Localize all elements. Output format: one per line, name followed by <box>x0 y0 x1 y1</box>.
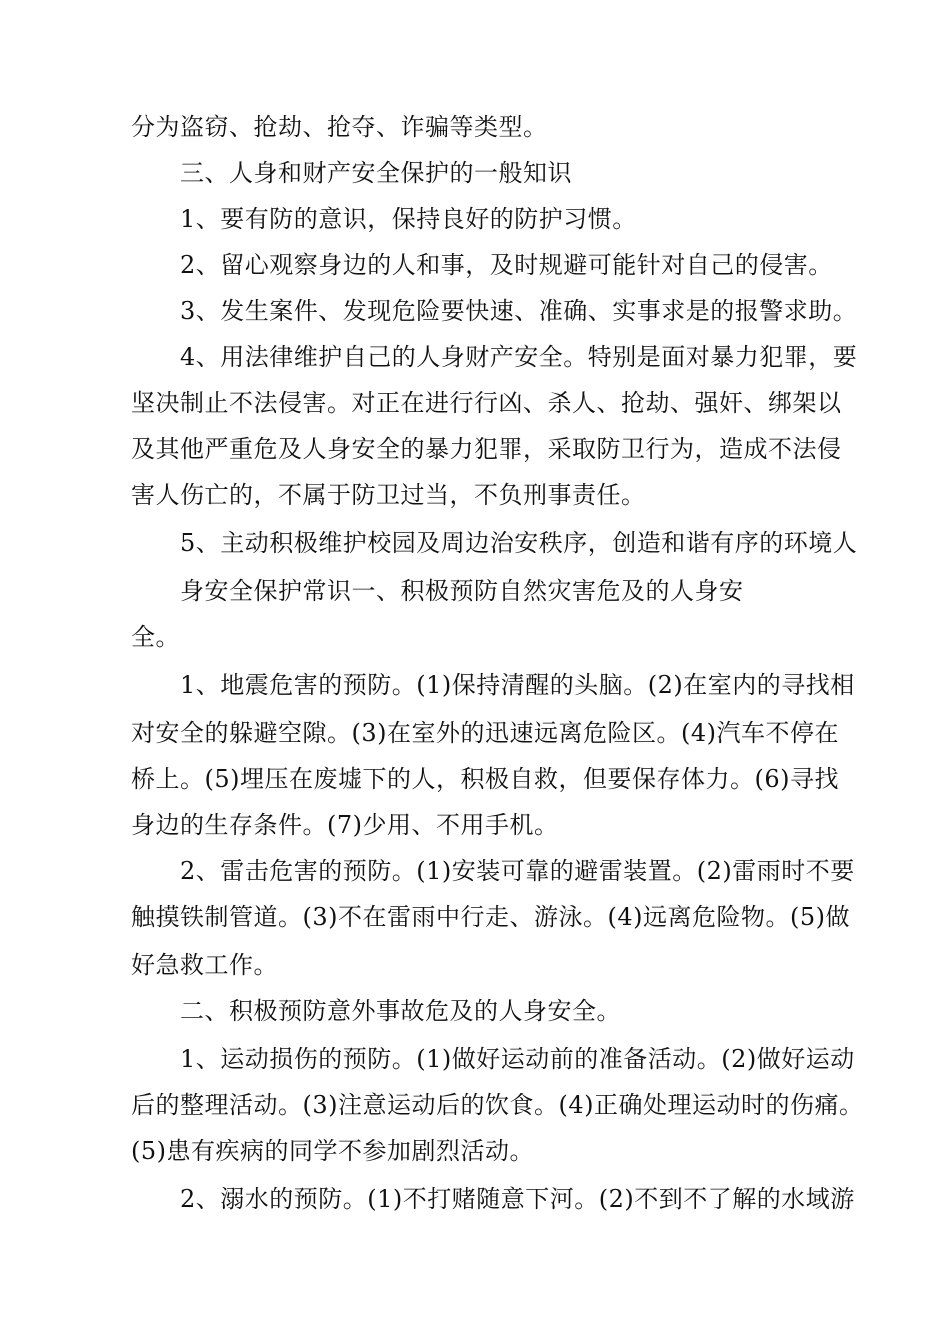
section-heading: 二、积极预防意外事故危及的人身安全。 <box>180 997 621 1025</box>
text-line: 身边的生存条件。(7)少用、不用手机。 <box>131 811 559 839</box>
text-line: 1、要有防的意识，保持良好的防护习惯。 <box>180 205 637 233</box>
text-line: 桥上。(5)埋压在废墟下的人，积极自救，但要保存体力。(6)寻找 <box>131 765 839 793</box>
text-line: 2、留心观察身边的人和事，及时规避可能针对自己的侵害。 <box>180 251 833 279</box>
text-line: 及其他严重危及人身安全的暴力犯罪，采取防卫行为，造成不法侵 <box>131 435 842 463</box>
text-line: 1、运动损伤的预防。(1)做好运动前的准备活动。(2)做好运动 <box>180 1045 855 1073</box>
text-line: 4、用法律维护自己的人身财产安全。特别是面对暴力犯罪，要 <box>180 343 858 371</box>
text-line: 2、溺水的预防。(1)不打赌随意下河。(2)不到不了解的水域游 <box>180 1185 855 1213</box>
text-line: 好急救工作。 <box>131 951 278 979</box>
section-heading: 三、人身和财产安全保护的一般知识 <box>180 159 572 187</box>
section-heading: 身安全保护常识一、积极预防自然灾害危及的人身安 <box>180 577 744 605</box>
text-line: 后的整理活动。(3)注意运动后的饮食。(4)正确处理运动时的伤痛。 <box>131 1091 864 1119</box>
text-line: 3、发生案件、发现危险要快速、准确、实事求是的报警求助。 <box>180 297 858 325</box>
text-line: 5、主动积极维护校园及周边治安秩序，创造和谐有序的环境人 <box>180 529 858 557</box>
text-line: 分为盗窃、抢劫、抢夺、诈骗等类型。 <box>131 113 548 141</box>
text-line: 1、地震危害的预防。(1)保持清醒的头脑。(2)在室内的寻找相 <box>180 671 855 699</box>
text-line: 触摸铁制管道。(3)不在雷雨中行走、游泳。(4)远离危险物。(5)做 <box>131 903 850 931</box>
text-line: 2、雷击危害的预防。(1)安装可靠的避雷装置。(2)雷雨时不要 <box>180 857 855 885</box>
text-line: 全。 <box>131 623 180 651</box>
text-line: 害人伤亡的，不属于防卫过当，不负刑事责任。 <box>131 481 646 509</box>
text-line: 对安全的躲避空隙。(3)在室外的迅速远离危险区。(4)汽车不停在 <box>131 719 839 747</box>
text-line: 坚决制止不法侵害。对正在进行行凶、杀人、抢劫、强奸、绑架以 <box>131 389 842 417</box>
text-line: (5)患有疾病的同学不参加剧烈活动。 <box>131 1137 534 1165</box>
